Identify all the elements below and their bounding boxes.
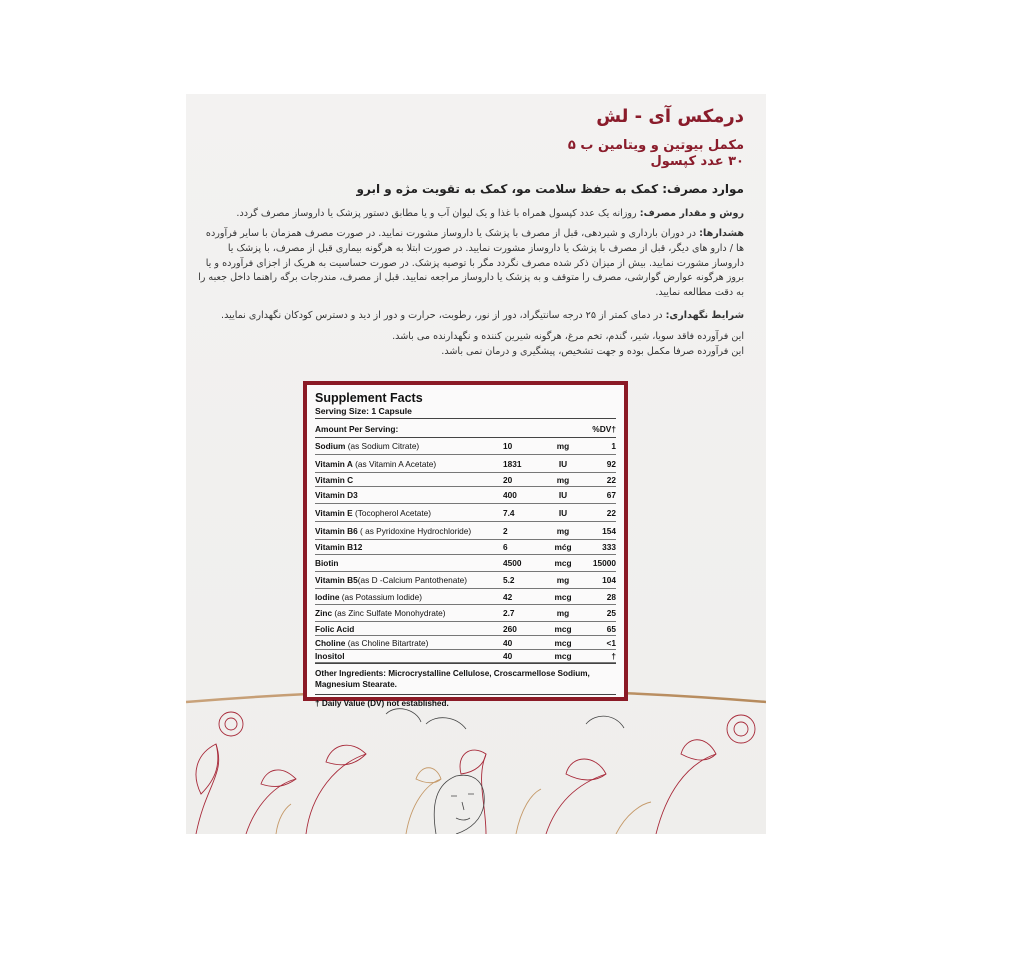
nutrient-row — [315, 455, 616, 473]
nutrient-daily-value: 67 — [606, 490, 616, 500]
nutrient-unit: mg — [556, 608, 570, 618]
nutrient-daily-value: † — [611, 651, 616, 661]
nutrient-source: ( as Pyridoxine Hydrochloride) — [357, 525, 472, 536]
nutrient-unit: mcg — [554, 558, 572, 568]
nutrient-name: Inositol — [315, 651, 345, 661]
other-ingredients: Other Ingredients: Microcrystalline Cellulose, Croscarmellose Sodium, Magnesium Stearate. — [315, 663, 616, 695]
nutrient-rows — [315, 438, 616, 663]
nutrient-quantity: 1831 — [503, 458, 522, 469]
nutrient-unit: IU — [558, 458, 568, 469]
nutrient-unit: mcg — [554, 651, 572, 661]
nutrient-row — [315, 504, 616, 522]
warnings-text: در دوران بارداری و شیردهی، قبل از مصرف با پزشک یا داروساز مشورت نمایید. در صورت مصرف همزمان با سایر فرآورده ها / دارو های دیگر، قبل از مصرف با پزشک یا داروساز مشورت نمایید. در صورت ابتلا به هرگونه بیماری قبل از مصرف، با پزشک یا داروساز مشورت نمایید. بیش از میزان ذکر شده مصرف نگردد مگر با توصیه پزشک. در صورت حساسیت به هریک از اجزای فرآورده و یا بروز هرگونه عوارض گوارشی، مصرف را متوقف و به پزشک یا داروساز مراجعه نمایید. قبل از مصرف، مندرجات برگه راهنما داخل جعبه را به دقت مطالعه نمایید. — [198, 228, 744, 299]
nutrient-daily-value: 25 — [606, 608, 616, 618]
nutrient-quantity: 40 — [503, 637, 513, 648]
nutrient-source: (as Vitamin A Acetate) — [352, 458, 437, 469]
nutrient-name-cell — [315, 441, 503, 451]
supplement-facts-panel — [303, 381, 628, 708]
dv-header-label: %DV† — [592, 424, 616, 434]
nutrient-name-cell — [315, 542, 503, 552]
nutrient-source: (as D -Calcium Pantothenate) — [357, 575, 468, 585]
nutrient-name: Vitamin B5 — [315, 575, 358, 585]
nutrient-unit: mcg — [554, 637, 572, 648]
warnings-paragraph — [198, 227, 744, 301]
nutrient-name-cell — [315, 638, 503, 648]
nutrient-name-cell — [315, 624, 503, 634]
nutrient-quantity: 42 — [503, 591, 513, 602]
nutrient-name: Iodine — [315, 591, 340, 602]
nutrient-name: Vitamin A — [315, 458, 353, 469]
nutrient-daily-value: 333 — [602, 542, 616, 552]
product-title: درمکس آی - لش — [596, 106, 744, 127]
nutrient-daily-value: 22 — [606, 474, 616, 485]
nutrient-row — [315, 555, 616, 572]
nutrient-daily-value: 15000 — [592, 558, 616, 568]
nutrient-quantity: 4500 — [503, 558, 522, 568]
nutrient-quantity: 7.4 — [503, 507, 515, 518]
nutrient-daily-value: 28 — [606, 591, 616, 602]
nutrient-quantity: 6 — [503, 542, 508, 552]
nutrient-row — [315, 605, 616, 622]
nutrient-quantity: 5.2 — [503, 575, 515, 585]
nutrient-row — [315, 522, 616, 540]
nutrient-row — [315, 622, 616, 636]
nutrient-name-cell — [315, 490, 503, 500]
nutrient-name-cell — [315, 608, 503, 618]
storage-label: شرایط نگهداری: — [665, 310, 744, 321]
nutrient-row — [315, 650, 616, 663]
nutrient-quantity: 2.7 — [503, 608, 515, 618]
nutrient-row — [315, 636, 616, 650]
usage-text: موارد مصرف: کمک به حفظ سلامت مو، کمک به تقویت مژه و ابرو — [356, 182, 744, 196]
nutrient-source: (Tocopherol Acetate) — [352, 507, 432, 518]
dosage-paragraph — [198, 207, 744, 222]
nutrient-quantity: 400 — [503, 490, 517, 500]
nutrient-source: (as Potassium Iodide) — [339, 591, 422, 602]
nutrient-name-cell — [315, 526, 503, 536]
note-disclaimer: این فرآورده صرفا مکمل بوده و جهت تشخیص، پیشگیری و درمان نمی باشد. — [441, 346, 744, 357]
nutrient-daily-value: <1 — [606, 637, 616, 648]
nutrient-name: Zinc — [315, 608, 333, 618]
nutrient-name: Choline — [315, 637, 346, 648]
amount-header-row — [315, 419, 616, 438]
nutrient-daily-value: 154 — [602, 525, 616, 536]
amount-per-serving-label: Amount Per Serving: — [315, 424, 399, 434]
storage-text: در دمای کمتر از ۲۵ درجه سانتیگراد، دور از نور، رطوبت، حرارت و دور از دید و دسترس کودکان نگهداری نمایید. — [221, 310, 666, 321]
nutrient-unit: mcg — [554, 623, 572, 634]
nutrient-name-cell — [315, 508, 503, 518]
nutrient-row — [315, 473, 616, 487]
nutrient-name-cell — [315, 459, 503, 469]
nutrient-unit: mcg — [554, 591, 572, 602]
dosage-text: روزانه یک عدد کپسول همراه با غذا و یک لیوان آب و یا مطابق دستور پزشک یا داروساز مصرف گردد. — [236, 208, 640, 219]
nutrient-row — [315, 572, 616, 589]
nutrient-source: (as Sodium Citrate) — [345, 441, 420, 451]
nutrient-name: Vitamin D3 — [315, 490, 358, 500]
note-allergens: این فرآورده فاقد سویا، شیر، گندم، تخم مرغ، هرگونه شیرین کننده و نگهدارنده می باشد. — [392, 331, 744, 342]
nutrient-name: Vitamin E — [315, 507, 353, 518]
dv-footnote: † Daily Value (DV) not established. — [315, 699, 449, 708]
nutrient-quantity: 2 — [503, 525, 508, 536]
nutrient-name-cell — [315, 651, 503, 661]
dosage-label: روش و مقدار مصرف: — [639, 208, 744, 219]
nutrient-daily-value: 65 — [606, 623, 616, 634]
nutrient-unit: mćg — [554, 542, 572, 552]
nutrient-quantity: 10 — [503, 441, 513, 451]
nutrient-quantity: 20 — [503, 474, 513, 485]
nutrient-quantity: 260 — [503, 623, 517, 634]
nutrient-source: (as Choline Bitartrate) — [345, 637, 429, 648]
nutrient-name: Vitamin B12 — [315, 542, 363, 552]
capsule-count: ۳۰ عدد کپسول — [650, 154, 744, 169]
nutrient-unit: mg — [556, 441, 570, 451]
nutrient-unit: IU — [558, 490, 568, 500]
nutrient-name-cell — [315, 558, 503, 568]
nutrient-daily-value: 92 — [606, 458, 616, 469]
nutrient-name: Sodium — [315, 441, 346, 451]
nutrient-name-cell — [315, 592, 503, 602]
warnings-label: هشدارها: — [699, 228, 744, 239]
nutrient-name: Vitamin B6 — [315, 525, 358, 536]
nutrient-daily-value: 104 — [602, 575, 616, 585]
nutrient-name: Biotin — [315, 558, 339, 568]
nutrient-name: Folic Acid — [315, 623, 355, 634]
nutrient-unit: mg — [556, 575, 570, 585]
nutrient-name-cell — [315, 475, 503, 485]
nutrient-daily-value: 22 — [606, 507, 616, 518]
storage-paragraph — [198, 309, 744, 324]
nutrient-quantity: 40 — [503, 651, 513, 661]
nutrient-name: Vitamin C — [315, 474, 354, 485]
nutrient-row — [315, 589, 616, 605]
nutrient-row — [315, 540, 616, 555]
facts-title: Supplement Facts — [315, 391, 423, 405]
serving-size: Serving Size: 1 Capsule — [315, 405, 616, 419]
nutrient-row — [315, 487, 616, 504]
nutrient-source: (as Zinc Sulfate Monohydrate) — [332, 608, 446, 618]
product-label-panel — [186, 94, 766, 834]
nutrient-unit: mg — [556, 525, 570, 536]
nutrient-unit: mg — [556, 474, 570, 485]
product-subtitle: مکمل بیوتین و ویتامین ب ۵ — [567, 138, 744, 153]
nutrient-name-cell — [315, 575, 503, 585]
nutrient-unit: IU — [558, 507, 568, 518]
nutrient-daily-value: 1 — [611, 441, 616, 451]
nutrient-row — [315, 438, 616, 455]
